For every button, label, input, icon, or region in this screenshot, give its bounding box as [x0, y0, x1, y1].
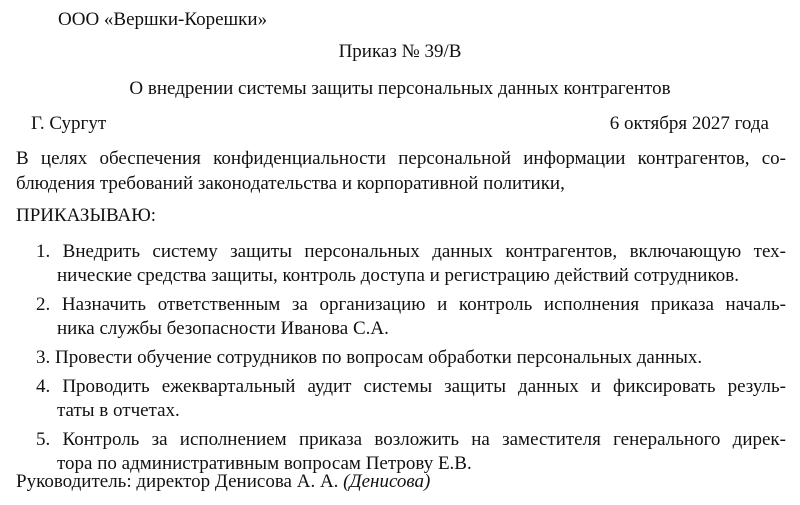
list-item-line: 4. Проводить ежеквартальный аудит системы защиты данных и фиксировать резуль-: [36, 376, 786, 397]
list-item: [36, 240, 786, 288]
preamble-line: блюдения требований законодательства и корпоративной политики,: [16, 173, 565, 194]
list-item-line: нические средства защиты, контроль доступа и регистрацию действий сотрудников.: [57, 265, 739, 286]
list-item-line: тора по административным вопросам Петрову Е.В.: [57, 453, 472, 474]
list-item: [36, 293, 786, 341]
list-item-line: таты в отчетах.: [57, 400, 180, 421]
order-subject: О внедрении системы защиты персональных данных контрагентов: [129, 78, 671, 99]
list-item: [36, 428, 786, 476]
list-item-line: ника службы безопасности Иванова С.А.: [57, 318, 389, 339]
organization-name: ООО «Вершки-Корешки»: [58, 9, 268, 30]
signature-name: (Денисова): [343, 471, 431, 492]
order-date: 6 октября 2027 года: [609, 113, 769, 134]
list-item: [36, 346, 786, 370]
list-item-line: 1. Внедрить систему защиты персональных данных контрагентов, включающую тех-: [36, 241, 786, 262]
list-item-line: 5. Контроль за исполнением приказа возложить на заместителя генерального дирек-: [36, 429, 786, 450]
signature-label: Руководитель: директор Денисова А. А.: [16, 471, 339, 492]
signature-line: [16, 470, 430, 494]
decree-heading: ПРИКАЗЫВАЮ:: [16, 205, 157, 226]
preamble: [16, 146, 786, 196]
list-item-line: 2. Назначить ответственным за организацию и контроль исполнения приказа началь-: [36, 294, 786, 315]
preamble-line: В целях обеспечения конфиденциальности персональной информации контрагентов, со-: [16, 148, 786, 169]
city: Г. Сургут: [31, 113, 107, 134]
order-items-list: [36, 240, 786, 481]
order-title: Приказ № 39/В: [338, 41, 462, 62]
list-item-line: 3. Провести обучение сотрудников по вопросам обработки персональных данных.: [36, 347, 703, 368]
list-item: [36, 375, 786, 423]
